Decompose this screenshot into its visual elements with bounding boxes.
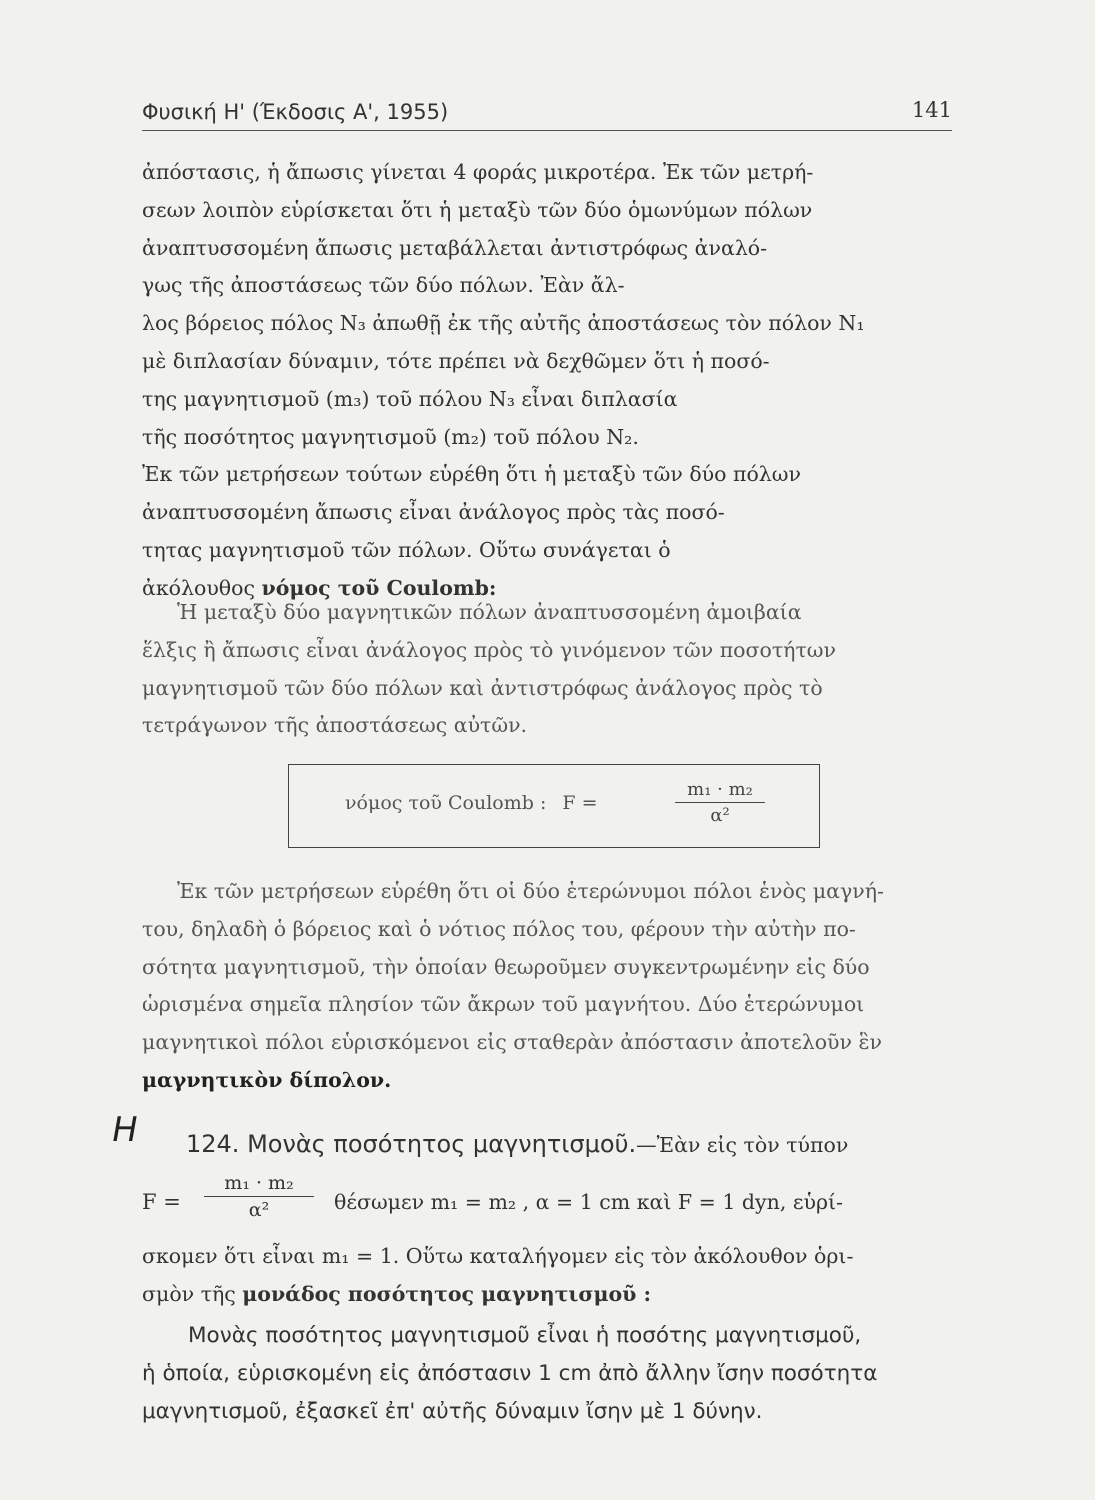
text-line: Ἡ μεταξὺ δύο μαγνητικῶν πόλων ἀναπτυσσομένη ἀμοιβαία <box>177 600 802 624</box>
law-title: νόμος τοῦ Coulomb: <box>261 575 497 600</box>
text-line: λος βόρειος πόλος N₃ ἀπωθῇ ἐκ τῆς αὐτῆς ἀποστάσεως τὸν πόλον N₁ <box>142 311 865 336</box>
box-label <box>345 792 598 814</box>
formula-numerator: m₁ · m₂ <box>224 1172 294 1194</box>
text-line: ἕλξις ἢ ἄπωσις εἶναι ἀνάλογος πρὸς τὸ γινόμενον τῶν ποσοτήτων <box>142 637 836 662</box>
text-line: σότητα μαγνητισμοῦ, τὴν ὁποίαν θεωροῦμεν συγκεντρωμένην εἰς δύο <box>142 954 870 979</box>
text-line: ἡ ὁποία, εὑρισκομένη εἰς ἀπόστασιν 1 cm ἀπὸ ἄλλην ἴσην ποσότητα <box>142 1360 878 1386</box>
formula-rest: θέσωμεν m₁ = m₂ , α = 1 cm καὶ F = 1 dyn, εὑρί- <box>334 1190 843 1214</box>
law-statement <box>142 594 952 745</box>
paragraph-1 <box>142 154 952 608</box>
text-line: ἀναπτυσσομένη ἄπωσις μεταβάλλεται ἀντιστρόφως ἀναλό- <box>142 235 768 260</box>
fraction-bar <box>204 1196 314 1197</box>
text-prefix: σμὸν τῆς <box>142 1281 236 1306</box>
box-numerator: m₁ · m₂ <box>687 779 753 800</box>
section-title: 124. Μονὰς ποσότητος μαγνητισμοῦ. <box>186 1130 637 1158</box>
text-line: ἀναπτυσσομένη ἄπωσις εἶναι ἀνάλογος πρὸς τὰς ποσό- <box>142 500 725 525</box>
box-label-text: νόμος τοῦ Coulomb : <box>345 792 547 814</box>
text-prefix: ἀκόλουθος <box>142 575 255 600</box>
paragraph-2 <box>142 873 952 1100</box>
text-line: σεων λοιπὸν εὑρίσκεται ὅτι ἡ μεταξὺ τῶν δύο ὁμωνύμων πόλων <box>142 197 813 222</box>
formula-lhs: F = <box>142 1190 181 1214</box>
formula-denominator: α² <box>248 1199 270 1221</box>
margin-mark: H <box>108 1110 142 1150</box>
formula-row <box>142 1172 952 1242</box>
text-line: μὲ διπλασίαν δύναμιν, τότε πρέπει νὰ δεχθῶμεν ὅτι ἡ ποσό- <box>142 348 770 373</box>
text-line: μαγνητισμοῦ τῶν δύο πόλων καὶ ἀντιστρόφως ἀνάλογος πρὸς τὸ <box>142 675 823 700</box>
page-number: 141 <box>911 98 952 122</box>
running-title: Φυσική Η' (Έκδοσις Α', 1955) <box>142 100 449 124</box>
text-line: Μονὰς ποσότητος μαγνητισμοῦ εἶναι ἡ ποσότης μαγνητισμοῦ, <box>188 1323 862 1348</box>
box-lhs: F = <box>562 792 598 814</box>
paragraph-3 <box>142 1238 952 1314</box>
text-line: μαγνητικοὶ πόλοι εὑρισκόμενοι εἰς σταθερὰν ἀπόστασιν ἀποτελοῦν ἓν <box>142 1030 882 1055</box>
text-line: τετράγωνον τῆς ἀποστάσεως αὐτῶν. <box>142 713 528 738</box>
bold-term: μαγνητικὸν δίπολον. <box>142 1067 392 1092</box>
section-tail: —Ἐὰν εἰς τὸν τύπον <box>636 1133 849 1157</box>
page-header <box>142 100 952 131</box>
definition <box>142 1317 952 1430</box>
bold-term: μονάδος ποσότητος μαγνητισμοῦ : <box>242 1281 652 1306</box>
text-line: Ἐκ τῶν μετρήσεων εὑρέθη ὅτι οἱ δύο ἑτερώνυμοι πόλοι ἑνὸς μαγνή- <box>177 879 884 903</box>
text-line: ἀπόστασις, ἡ ἄπωσις γίνεται 4 φοράς μικροτέρα. Ἐκ τῶν μετρή- <box>142 160 814 184</box>
box-denominator: α² <box>710 805 730 826</box>
coulomb-law-box <box>288 764 820 848</box>
text-line <box>142 1276 952 1314</box>
text-line: ὡρισμένα σημεῖα πλησίον τῶν ἄκρων τοῦ μαγνήτου. Δύο ἑτερώνυμοι <box>142 992 865 1017</box>
formula-fraction <box>204 1172 314 1221</box>
box-fraction <box>675 779 765 826</box>
text-line: Ἐκ τῶν μετρήσεων τούτων εὑρέθη ὅτι ἡ μεταξὺ τῶν δύο πόλων <box>142 462 801 487</box>
section-heading <box>186 1130 848 1158</box>
text-line: σκομεν ὅτι εἶναι m₁ = 1. Οὕτω καταλήγομεν εἰς τὸν ἀκόλουθον ὁρι- <box>142 1244 854 1268</box>
text-line: της μαγνητισμοῦ (m₃) τοῦ πόλου N₃ εἶναι διπλασία <box>142 386 678 411</box>
fraction-bar <box>675 802 765 803</box>
text-line: τητας μαγνητισμοῦ τῶν πόλων. Οὕτω συνάγεται ὁ <box>142 537 671 562</box>
text-line: μαγνητισμοῦ, ἐξασκεῖ ἐπ' αὐτῆς δύναμιν ἴσην μὲ 1 δύνην. <box>142 1398 763 1424</box>
text-line: του, δηλαδὴ ὁ βόρειος καὶ ὁ νότιος πόλος του, φέρουν τὴν αὐτὴν πο- <box>142 916 856 941</box>
text-line: γως τῆς ἀποστάσεως τῶν δύο πόλων. Ἐὰν ἄλ- <box>142 273 625 298</box>
text-line: τῆς ποσότητος μαγνητισμοῦ (m₂) τοῦ πόλου N₂. <box>142 424 639 449</box>
